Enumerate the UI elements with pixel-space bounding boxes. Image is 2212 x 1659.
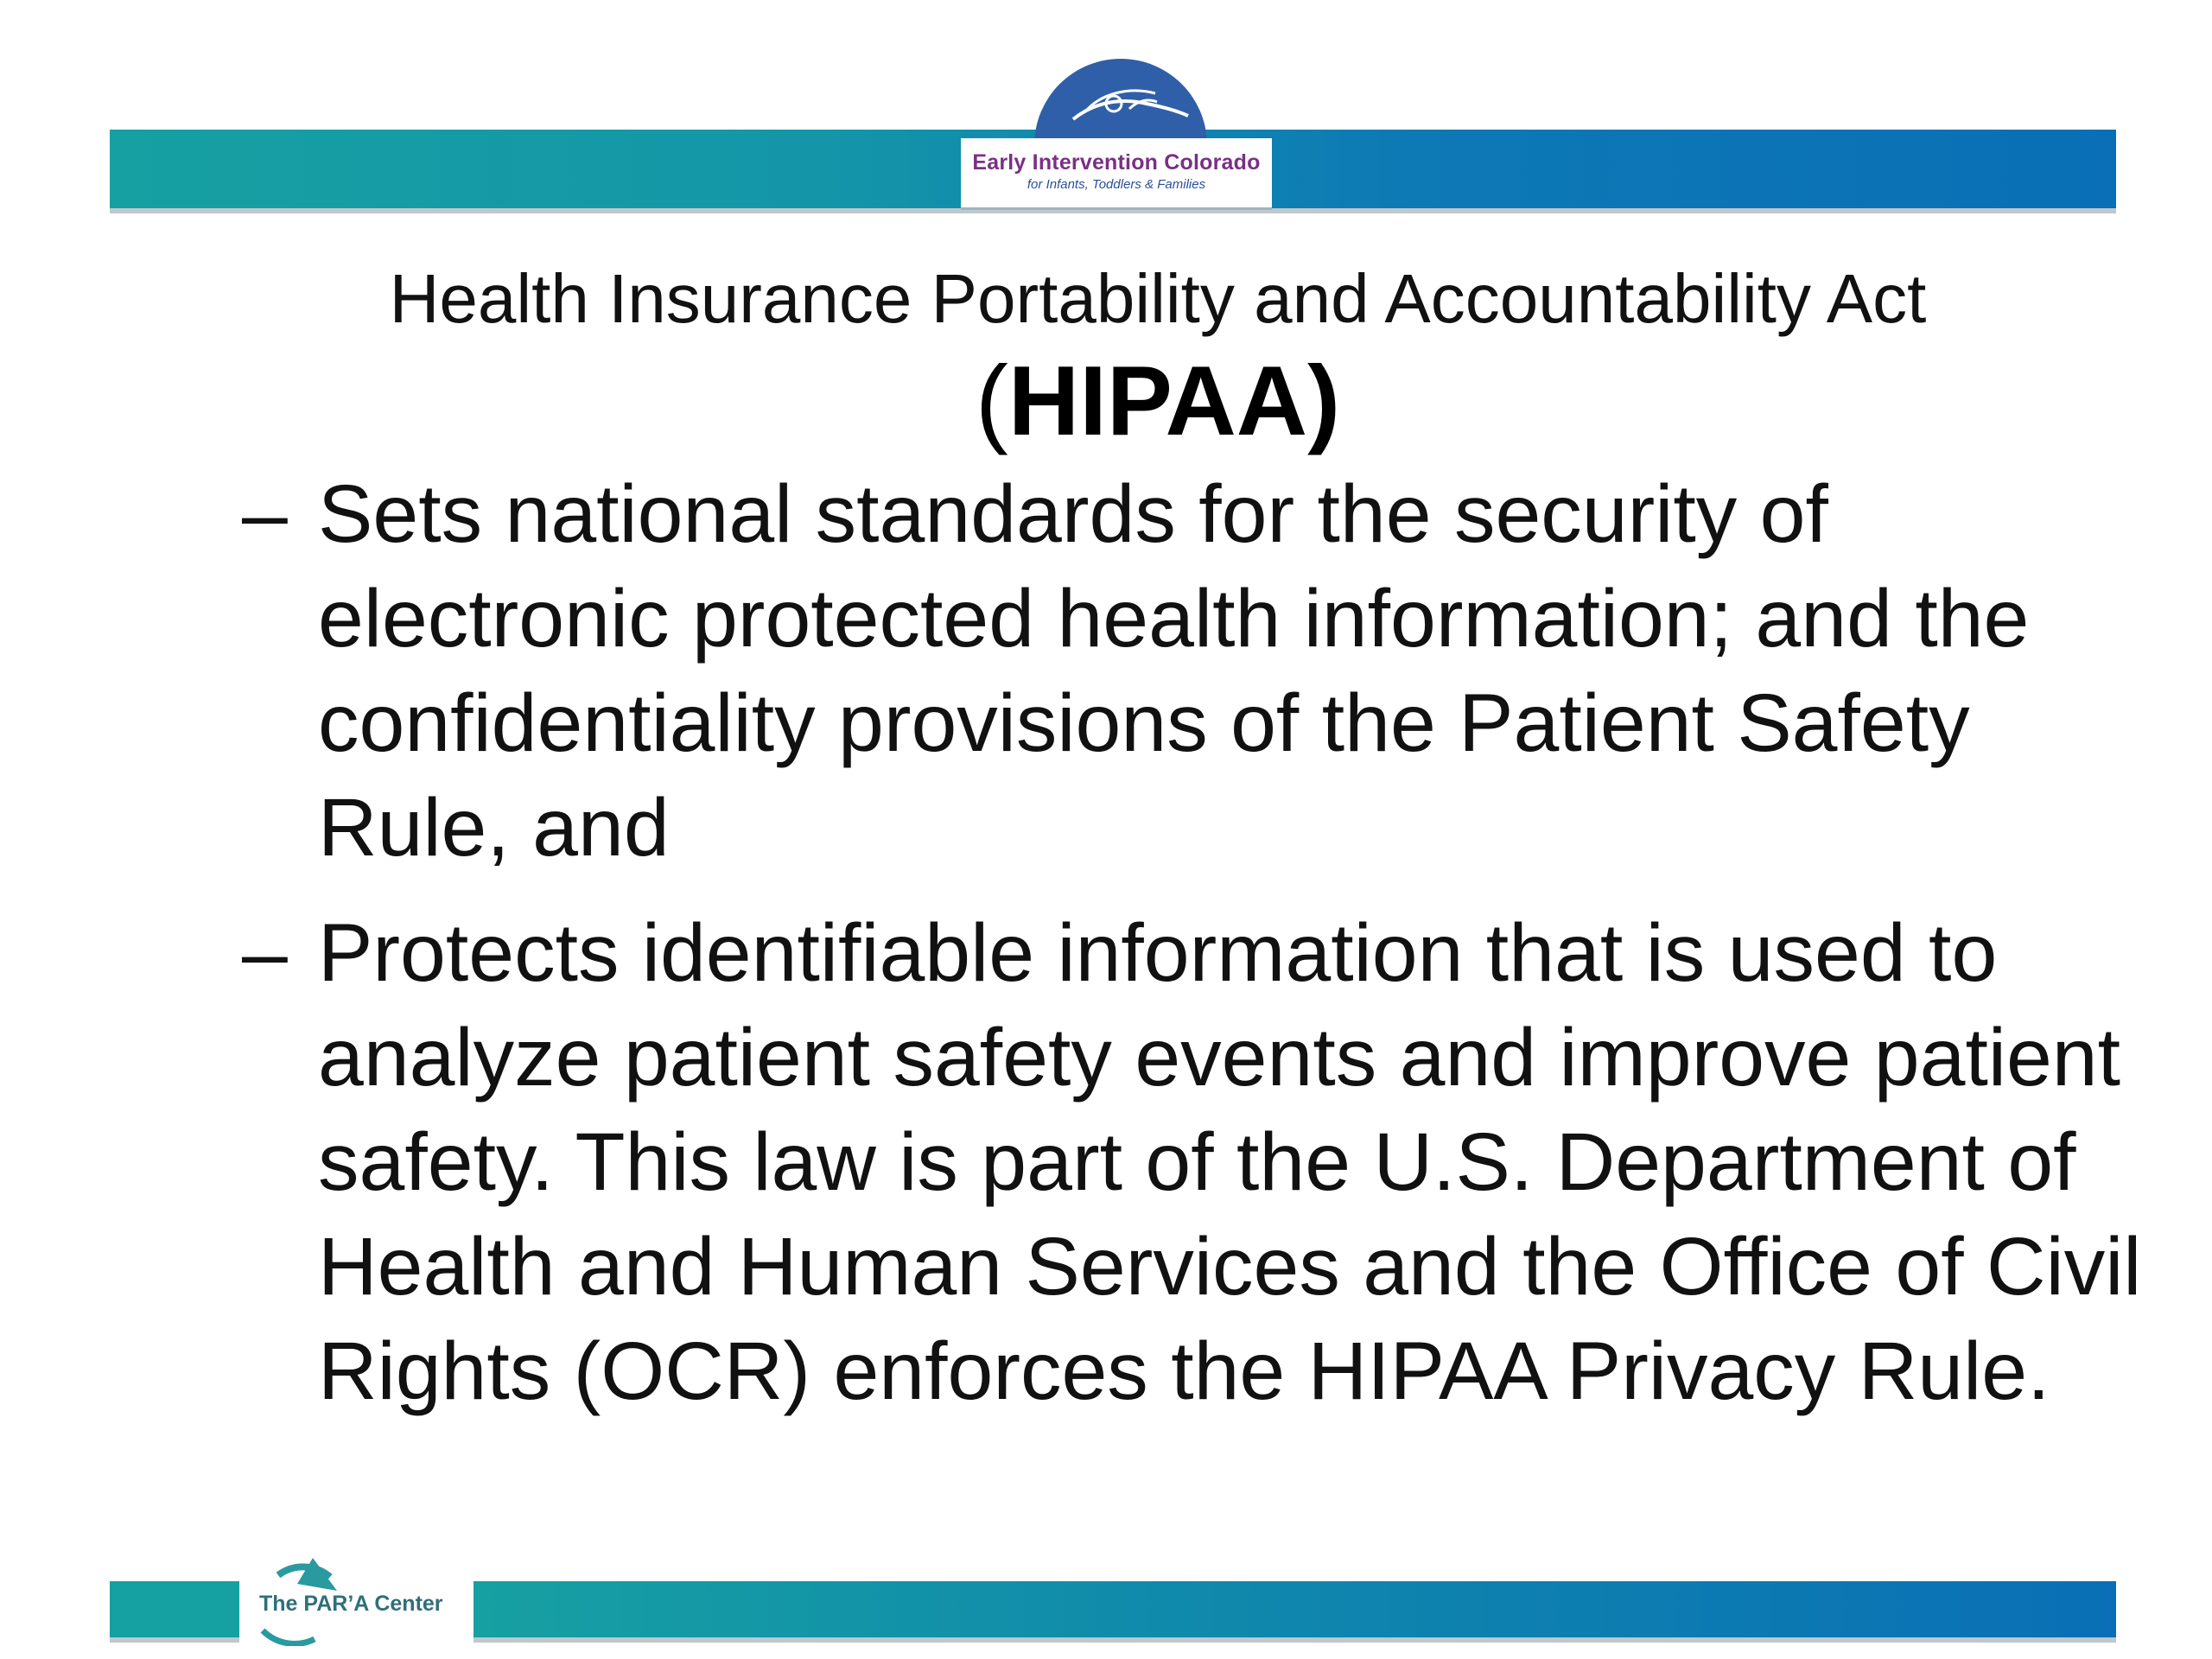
footer-band-right <box>474 1581 2116 1637</box>
bullet-item <box>242 901 2143 1424</box>
bullet-list <box>242 462 2143 1424</box>
bullet-text: Sets national standards for the security of electronic protected health information; and the confidentiality provisions of the Patient Safety Rule, and <box>318 468 2030 874</box>
bullet-text: Protects identifiable information that is used to analyze patient safety events and improve patient safety. This law is part of the U.S. Department of Health and Human Services and the Office of Civil Rights (OCR) enforces the HIPAA Privacy Rule. <box>318 907 2142 1417</box>
slide-subtitle: Health Insurance Portability and Accountability Act <box>389 260 1927 337</box>
bullet-marker: – <box>242 468 288 560</box>
hands-dome-icon <box>1034 59 1207 145</box>
title-abbreviation: HIPAA) <box>1007 346 1341 456</box>
bullet-marker: – <box>242 907 288 999</box>
para-center-logo <box>244 1551 470 1646</box>
logo-tagline: for Infants, Toddlers & Families <box>1027 177 1206 192</box>
title-open-paren: ( <box>975 346 1008 456</box>
slide-title <box>0 346 2212 458</box>
logo-name: Early Intervention Colorado <box>972 150 1261 175</box>
bullet-item <box>242 462 2143 880</box>
early-intervention-logo <box>961 59 1272 207</box>
page-number: 45 <box>2079 1558 2108 1586</box>
para-center-label: The PAR’A Center <box>259 1592 443 1616</box>
footer-band-left <box>110 1581 239 1637</box>
logo-plate <box>961 138 1272 210</box>
